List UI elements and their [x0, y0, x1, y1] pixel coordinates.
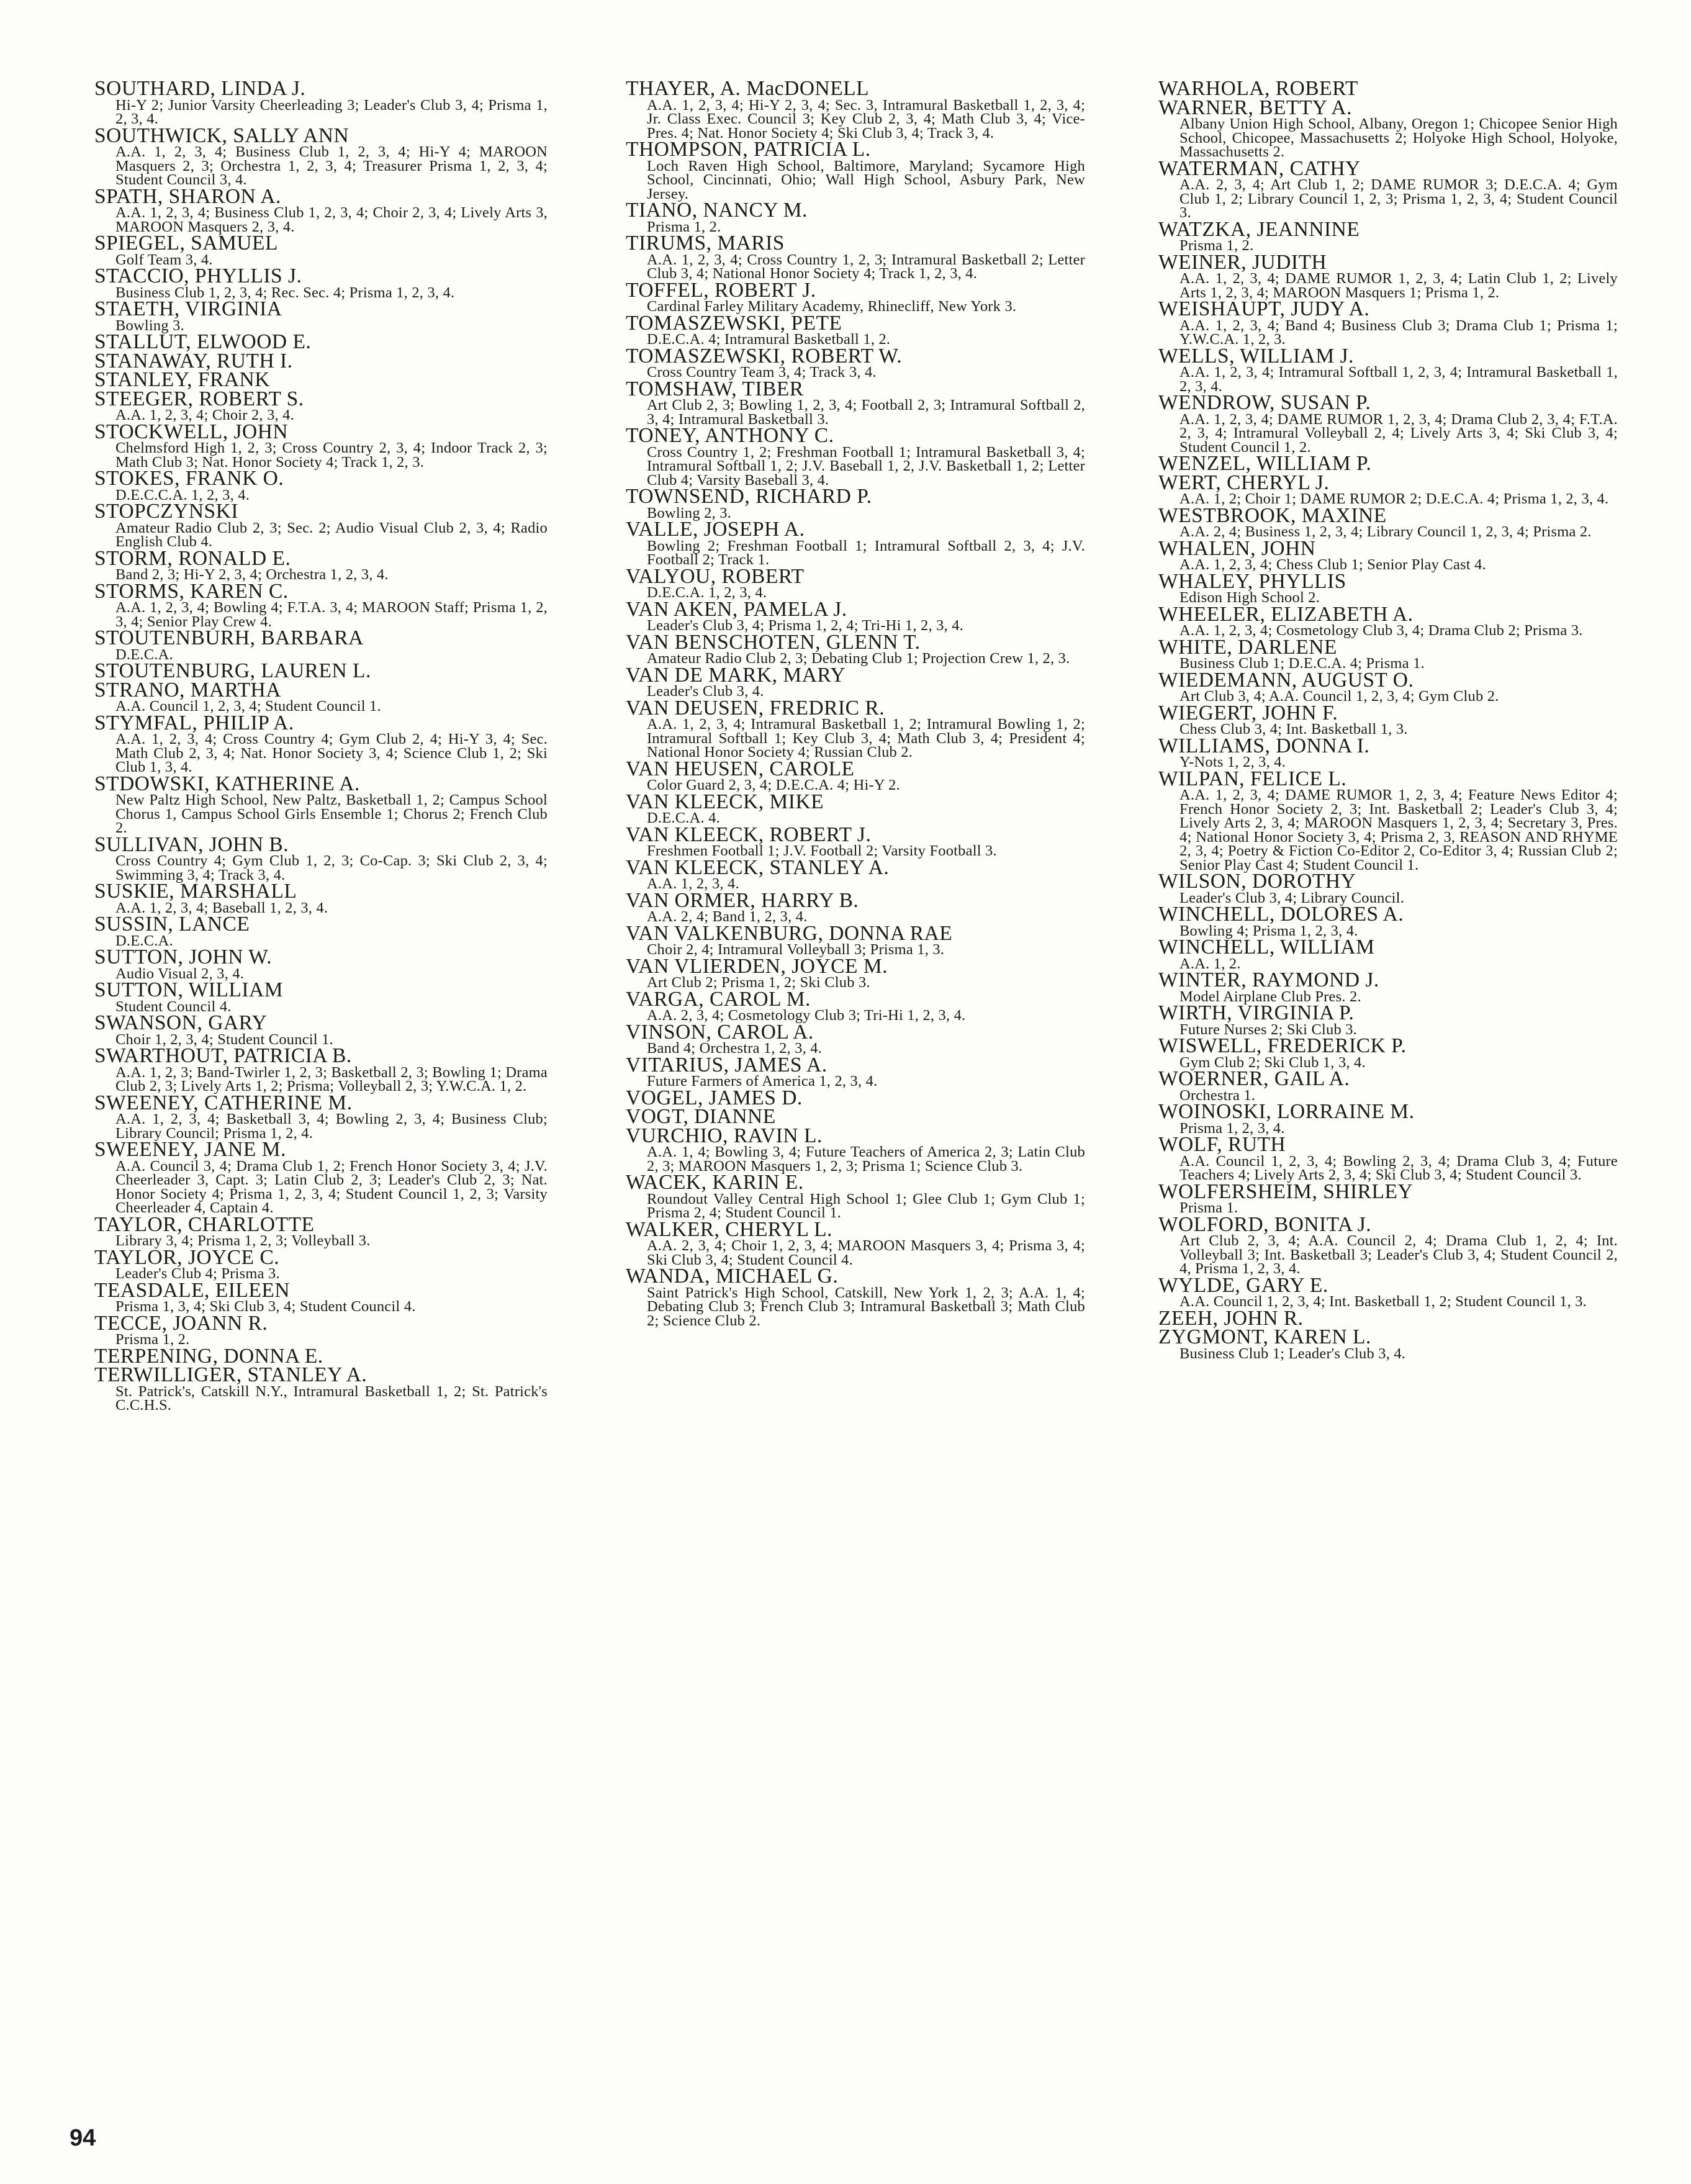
student-entry — [94, 1091, 548, 1142]
student-name: WATZKA, JEANNINE — [1158, 217, 1360, 241]
student-entry — [1158, 156, 1618, 221]
student-entry — [94, 297, 548, 334]
student-name: SOUTHARD, LINDA J. — [94, 77, 306, 100]
student-activities: Leader's Club 4; Prisma 3. — [115, 1265, 280, 1282]
student-name: WINCHELL, WILLIAM — [1158, 936, 1375, 959]
student-entry — [94, 184, 548, 235]
student-name: VAN HEUSEN, CAROLE — [626, 757, 855, 780]
student-name: STOCKWELL, JOHN — [94, 420, 289, 443]
student-entry — [94, 978, 548, 1015]
page-number: 94 — [70, 2125, 96, 2151]
student-name: TOWNSEND, RICHARD P. — [626, 485, 872, 508]
student-name: SPIEGEL, SAMUEL — [94, 232, 278, 255]
student-entry — [626, 344, 1085, 381]
student-entry — [626, 888, 1085, 925]
student-entry — [626, 487, 1085, 520]
student-name: STANAWAY, RUTH I. — [94, 349, 293, 372]
student-name: STACCIO, PHYLLIS J. — [94, 264, 302, 287]
student-name: SWEENEY, CATHERINE M. — [94, 1091, 353, 1114]
student-activities: D.E.C.A. 1, 2, 3, 4. — [647, 584, 767, 601]
student-activities: D.E.C.A. 4; Intramural Basketball 1, 2. — [647, 331, 891, 348]
student-name: WEINER, JUDITH — [1158, 250, 1327, 274]
student-name: THOMPSON, PATRICIA L. — [626, 138, 871, 161]
student-name: WACEK, KARIN E. — [626, 1171, 804, 1194]
student-activities: Prisma 1, 2. — [115, 1331, 190, 1348]
student-entry — [626, 377, 1085, 428]
student-name: TECCE, JOANN R. — [94, 1311, 268, 1335]
student-entry — [1158, 1180, 1618, 1216]
student-name: WOINOSKI, LORRAINE M. — [1158, 1100, 1415, 1123]
student-entry — [1158, 1067, 1618, 1104]
student-name: WISWELL, FREDERICK P. — [1158, 1034, 1407, 1057]
student-entry — [94, 546, 548, 583]
student-activities: Freshmen Football 1; J.V. Football 2; Varsity Football 3. — [647, 842, 997, 859]
student-name: SUTTON, WILLIAM — [94, 978, 284, 1001]
student-entry — [94, 626, 548, 663]
student-activities: Library 3, 4; Prisma 1, 2, 3; Volleyball 3. — [115, 1232, 371, 1249]
student-entry — [626, 987, 1085, 1024]
student-entry — [94, 711, 548, 775]
student-entry — [94, 79, 548, 127]
student-entry — [94, 387, 548, 423]
student-name: WERT, CHERYL J. — [1158, 471, 1330, 494]
student-name: WHITE, DARLENE — [1158, 635, 1337, 659]
student-entry — [94, 1044, 548, 1094]
student-entry — [1158, 344, 1618, 395]
student-activities: Art Club 2; Prisma 1, 2; Ski Club 3. — [647, 974, 870, 991]
student-activities: A.A. 1, 2, 3; Band-Twirler 1, 2, 3; Basketball 2, 3; Bowling 1; Drama Club 2, 3; Lively Arts 1, 2; Prisma; Volleyball 2, 3; Y.W.C.A. 1, 2. — [115, 1063, 548, 1094]
student-name: SOUTHWICK, SALLY ANN — [94, 124, 349, 147]
student-entry — [626, 311, 1085, 348]
student-name: WANDA, MICHAEL G. — [626, 1265, 839, 1288]
student-activities: Prisma 1. — [1179, 1199, 1238, 1216]
student-name: WILSON, DOROTHY — [1158, 870, 1356, 893]
student-name: WOERNER, GAIL A. — [1158, 1067, 1350, 1090]
senior-directory-column-3 — [1158, 79, 1618, 1361]
student-activities: New Paltz High School, New Paltz, Basketball 1, 2; Campus School Chorus 1, Campus School Girls Ensemble 1; Chorus 2; French Club 2. — [115, 792, 548, 836]
student-name: STALLUT, ELWOOD E. — [94, 330, 312, 353]
student-entry — [1158, 1001, 1618, 1038]
student-name: ZEEH, JOHN R. — [1158, 1306, 1304, 1330]
student-name: TONEY, ANTHONY C. — [626, 424, 834, 447]
student-entry — [626, 790, 1085, 826]
student-name: VAN DE MARK, MARY — [626, 663, 846, 687]
student-activities: Bowling 2, 3. — [647, 504, 731, 521]
student-name: VITARIUS, JAMES A. — [626, 1053, 827, 1076]
student-entry — [626, 278, 1085, 315]
student-name: VARGA, CAROL M. — [626, 987, 811, 1011]
student-activities: Prisma 1, 2, 3, 4. — [1179, 1119, 1285, 1137]
student-entry — [1158, 454, 1618, 474]
student-name: TERPENING, DONNA E. — [94, 1344, 323, 1368]
student-entry — [1158, 602, 1618, 639]
student-name: TIANO, NANCY M. — [626, 199, 808, 222]
student-name: STEEGER, ROBERT S. — [94, 387, 304, 410]
student-activities: A.A. 1, 2, 3, 4; Hi-Y 2, 3, 4; Sec. 3, Intramural Basketball 1, 2, 3, 4; Jr. Class Exec. Council 3; Key Club 2, 3, 4; Math Club 3, 4; Vice-Pres. 4; Nat. Honor Society 4; Ski Club 3, 4; Track 3, 4. — [647, 96, 1085, 142]
student-activities: Golf Team 3, 4. — [115, 251, 213, 268]
student-activities: A.A. 1, 2; Choir 1; DAME RUMOR 2; D.E.C.A. 4; Prisma 1, 2, 3, 4. — [1179, 490, 1609, 507]
student-activities: A.A. 1, 2, 3, 4; Intramural Basketball 1, 2; Intramural Bowling 1, 2; Intramural Softball 1; Key Club 3, 4; Math Club 3, 4; President 4; National Honor Society 4; Russian Club 2. — [647, 716, 1085, 760]
student-activities: Albany Union High School, Albany, Oregon 1; Chicopee Senior High School, Chicopee, Massachusetts 2; Holyoke High School, Holyoke, Massachusetts 2. — [1179, 115, 1618, 160]
student-name: VAN VALKENBURG, DONNA RAE — [626, 921, 953, 945]
student-activities: Band 2, 3; Hi-Y 2, 3, 4; Orchestra 1, 2, 3, 4. — [115, 566, 389, 583]
student-entry — [1158, 767, 1618, 873]
student-name: WIEDEMANN, AUGUST O. — [1158, 668, 1414, 692]
student-name: STOUTENBURG, LAUREN L. — [94, 659, 371, 682]
student-entry — [94, 945, 548, 982]
student-entry — [626, 1020, 1085, 1057]
student-entry — [1158, 1034, 1618, 1071]
student-activities: A.A. 1, 2, 3, 4. — [647, 875, 739, 892]
student-name: STOPCZYNSKI — [94, 500, 238, 523]
student-entry — [94, 1140, 548, 1216]
student-name: WINCHELL, DOLORES A. — [1158, 903, 1404, 926]
student-activities: Amateur Radio Club 2, 3; Debating Club 1; Projection Crew 1, 2, 3. — [647, 650, 1070, 667]
student-entry — [1158, 96, 1618, 160]
student-entry — [1158, 250, 1618, 301]
student-entry — [94, 1363, 548, 1414]
student-name: WARNER, BETTY A. — [1158, 96, 1352, 119]
student-name: ZYGMONT, KAREN L. — [1158, 1325, 1371, 1348]
student-activities: Art Club 3, 4; A.A. Council 1, 2, 3, 4; Gym Club 2. — [1179, 688, 1499, 705]
student-activities: A.A. 1, 2, 3, 4; DAME RUMOR 1, 2, 3, 4; Latin Club 1, 2; Lively Arts 1, 2, 3, 4; MAROON Masquers 1; Prisma 1, 2. — [1179, 270, 1618, 301]
student-entry — [94, 915, 548, 948]
student-entry — [1158, 668, 1618, 705]
student-name: WATERMAN, CATHY — [1158, 156, 1361, 180]
student-name: WOLFORD, BONITA J. — [1158, 1212, 1372, 1236]
student-name: TOMASZEWSKI, PETE — [626, 311, 842, 335]
student-entry — [626, 823, 1085, 859]
student-entry — [94, 234, 548, 267]
student-name: STANLEY, FRANK — [94, 368, 270, 391]
student-activities: A.A. Council 1, 2, 3, 4; Student Council 1. — [115, 698, 381, 715]
student-name: WHALEN, JOHN — [1158, 536, 1316, 560]
student-entry — [626, 1173, 1085, 1221]
student-name: WILLIAMS, DONNA I. — [1158, 734, 1370, 757]
student-activities: Prisma 1, 3, 4; Ski Club 3, 4; Student Council 4. — [115, 1298, 416, 1315]
student-activities: Hi-Y 2; Junior Varsity Cheerleading 3; Leader's Club 3, 4; Prisma 1, 2, 3, 4. — [115, 96, 548, 127]
student-activities: Choir 2, 4; Intramural Volleyball 3; Prisma 1, 3. — [647, 941, 945, 958]
student-activities: A.A. 1, 2, 3, 4; Cross Country 4; Gym Club 2, 4; Hi-Y 3, 4; Sec. Math Club 2, 3, 4; Nat. Honor Society 3, 4; Science Club 1, 2; Ski Club 1, 3, 4. — [115, 731, 548, 775]
student-name: VAN ORMER, HARRY B. — [626, 888, 859, 912]
student-name: WOLF, RUTH — [1158, 1133, 1286, 1156]
student-name: WELLS, WILLIAM J. — [1158, 344, 1354, 368]
student-name: TOMASZEWSKI, ROBERT W. — [626, 344, 903, 368]
student-entry — [94, 882, 548, 915]
student-activities: A.A. 1, 2, 3, 4; DAME RUMOR 1, 2, 3, 4; Feature News Editor 4; French Honor Society 2, 3; Int. Basketball 2; Leader's Club 3, 4; Lively Arts 2, 3, 4; MAROON Masquers 1, 2, 3, 4; Secretary 3, Pres. 4; National Honor Society 3, 4; Prisma 2, 3, REASON AND RHYME 2, 3, 4; Poetry & Fiction Co-Editor 2, Co-Editor 3, 4; Russian Club 2; Senior Play Cast 4; Student Council 1. — [1179, 787, 1618, 873]
student-activities: Choir 1, 2, 3, 4; Student Council 1. — [115, 1031, 333, 1048]
student-entry — [626, 696, 1085, 760]
student-name: WENDROW, SUSAN P. — [1158, 391, 1371, 414]
student-entry — [94, 368, 548, 391]
student-activities: Roundout Valley Central High School 1; Glee Club 1; Gym Club 1; Prisma 2, 4; Student Council 1. — [647, 1190, 1085, 1221]
student-name: VAN BENSCHOTEN, GLENN T. — [626, 630, 921, 654]
student-entry — [94, 772, 548, 836]
student-name: VOGT, DIANNE — [626, 1105, 776, 1128]
student-name: WOLFERSHEIM, SHIRLEY — [1158, 1180, 1414, 1203]
student-activities: A.A. 1, 2, 3, 4; Basketball 3, 4; Bowling 2, 3, 4; Business Club; Library Council; Prisma 1, 2, 4. — [115, 1111, 548, 1142]
senior-directory-column-1 — [94, 79, 548, 1413]
student-activities: Cross Country 1, 2; Freshman Football 1; Intramural Basketball 3, 4; Intramural Softball 1, 2; J.V. Baseball 1, 2, J.V. Basketball 1, 2; Letter Club 4; Varsity Baseball 3, 4. — [647, 443, 1085, 489]
student-name: VAN DEUSEN, FREDRIC R. — [626, 696, 885, 720]
student-entry — [94, 264, 548, 301]
student-entry — [626, 757, 1085, 793]
student-activities: A.A. 1, 2, 3, 4; Choir 2, 3, 4. — [115, 407, 294, 423]
student-name: WINTER, RAYMOND J. — [1158, 968, 1379, 991]
student-entry — [94, 1311, 548, 1348]
student-entry — [626, 140, 1085, 201]
student-entry — [1158, 471, 1618, 507]
student-activities: A.A. 1, 2, 3, 4; Band 4; Business Club 3; Drama Club 1; Prisma 1; Y.W.C.A. 1, 2, 3. — [1179, 317, 1618, 348]
student-name: SWARTHOUT, PATRICIA B. — [94, 1044, 352, 1067]
student-entry — [626, 1217, 1085, 1268]
student-entry — [1158, 968, 1618, 1005]
student-entry — [626, 1053, 1085, 1090]
student-activities: A.A. 1, 2, 3, 4; Chess Club 1; Senior Play Cast 4. — [1179, 556, 1486, 573]
student-name: TERWILLIGER, STANLEY A. — [94, 1363, 368, 1386]
student-entry — [626, 201, 1085, 234]
student-activities: Prisma 1, 2. — [1179, 237, 1254, 254]
student-name: WHEELER, ELIZABETH A. — [1158, 602, 1414, 626]
student-name: TIRUMS, MARIS — [626, 232, 785, 255]
student-activities: Cross Country Team 3, 4; Track 3, 4. — [647, 364, 877, 381]
student-activities: D.E.C.A. — [115, 932, 173, 949]
student-entry — [626, 520, 1085, 567]
senior-directory-column-2 — [626, 79, 1085, 1328]
student-name: WEISHAUPT, JUDY A. — [1158, 297, 1370, 320]
student-name: SWANSON, GARY — [94, 1011, 268, 1034]
student-activities: Amateur Radio Club 2, 3; Sec. 2; Audio Visual Club 2, 3, 4; Radio English Club 4. — [115, 519, 548, 550]
student-name: VAN KLEECK, STANLEY A. — [626, 855, 890, 879]
student-activities: Saint Patrick's High School, Catskill, New York 1, 2, 3; A.A. 1, 4; Debating Club 3; French Club 3; Intramural Basketball 3; Math Club 2; Science Club 2. — [647, 1284, 1085, 1329]
student-activities: A.A. 2, 4; Business 1, 2, 3, 4; Library Council 1, 2, 3, 4; Prisma 2. — [1179, 523, 1592, 540]
student-activities: Future Farmers of America 1, 2, 3, 4. — [647, 1073, 878, 1090]
student-activities: Edison High School 2. — [1179, 589, 1320, 606]
student-activities: Gym Club 2; Ski Club 1, 3, 4. — [1179, 1054, 1366, 1071]
student-activities: Future Nurses 2; Ski Club 3. — [1179, 1021, 1357, 1038]
student-name: WILPAN, FELICE L. — [1158, 767, 1347, 790]
student-name: SUSKIE, MARSHALL — [94, 880, 297, 903]
student-entry — [1158, 1212, 1618, 1277]
student-activities: Leader's Club 3, 4; Library Council. — [1179, 889, 1405, 906]
student-activities: A.A. 1, 4; Bowling 3, 4; Future Teachers of America 2, 3; Latin Club 2, 3; MAROON Masquers 1, 2, 3; Prisma 1; Science Club 3. — [647, 1144, 1085, 1175]
student-name: WALKER, CHERYL L. — [626, 1217, 832, 1241]
student-activities: Leader's Club 3, 4. — [647, 683, 764, 700]
student-entry — [626, 855, 1085, 892]
student-name: STOUTENBURH, BARBARA — [94, 626, 364, 649]
student-name: SUTTON, JOHN W. — [94, 945, 273, 968]
student-entry — [626, 597, 1085, 634]
student-entry — [94, 678, 548, 715]
student-entry — [94, 1278, 548, 1315]
student-entry — [1158, 701, 1618, 738]
student-activities: Leader's Club 3, 4; Prisma 1, 2, 4; Tri-Hi 1, 2, 3, 4. — [647, 617, 963, 634]
student-activities: Prisma 1, 2. — [647, 218, 721, 235]
student-name: THAYER, A. MacDONELL — [626, 77, 870, 100]
student-entry — [1158, 872, 1618, 905]
student-entry — [626, 234, 1085, 281]
student-entry — [1158, 938, 1618, 971]
student-entry — [626, 663, 1085, 700]
student-activities: Business Club 1; D.E.C.A. 4; Prisma 1. — [1179, 655, 1425, 672]
student-name: VOGEL, JAMES D. — [626, 1086, 803, 1109]
student-activities: A.A. 1, 2, 3, 4; Business Club 1, 2, 3, 4; Hi-Y 4; MAROON Masquers 2, 3; Orchestra 1, 2, 3, 4; Treasurer Prisma 1, 2, 3, 4; Student Council 3, 4. — [115, 143, 548, 188]
student-name: WENZEL, WILLIAM P. — [1158, 452, 1372, 475]
student-activities: Business Club 1, 2, 3, 4; Rec. Sec. 4; Prisma 1, 2, 3, 4. — [115, 284, 455, 301]
student-entry — [1158, 503, 1618, 540]
student-activities: A.A. 2, 4; Band 1, 2, 3, 4. — [647, 908, 808, 925]
student-entry — [94, 833, 548, 883]
student-activities: A.A. 1, 2, 3, 4; Cross Country 1, 2, 3; Intramural Basketball 2; Letter Club 3, 4; National Honor Society 4; Track 1, 2, 3, 4. — [647, 251, 1085, 282]
student-name: TOFFEL, ROBERT J. — [626, 278, 816, 302]
student-entry — [626, 79, 1085, 140]
student-activities: A.A. 1, 2, 3, 4; Baseball 1, 2, 3, 4. — [115, 899, 328, 916]
student-activities: A.A. 1, 2, 3, 4; Bowling 4; F.T.A. 3, 4; MAROON Staff; Prisma 1, 2, 3, 4; Senior Play Crew 4. — [115, 599, 548, 630]
student-activities: A.A. 2, 3, 4; Choir 1, 2, 3, 4; MAROON Masquers 3, 4; Prisma 3, 4; Ski Club 3, 4; Student Council 4. — [647, 1237, 1085, 1268]
student-entry — [94, 469, 548, 502]
student-name: VINSON, CAROL A. — [626, 1020, 814, 1044]
student-name: TEASDALE, EILEEN — [94, 1278, 291, 1302]
student-activities: A.A. Council 1, 2, 3, 4; Bowling 2, 3, 4; Drama Club 3, 4; Future Teachers 4; Lively Arts 2, 3, 4; Ski Club 3, 4; Student Council 3. — [1179, 1152, 1618, 1183]
student-entry — [94, 579, 548, 630]
student-name: STORMS, KAREN C. — [94, 579, 289, 603]
student-activities: A.A. 2, 3, 4; Cosmetology Club 3; Tri-Hi 1, 2, 3, 4. — [647, 1007, 966, 1024]
student-entry — [626, 954, 1085, 991]
student-name: WHALEY, PHYLLIS — [1158, 569, 1346, 593]
student-activities: St. Patrick's, Catskill N.Y., Intramural Basketball 1, 2; St. Patrick's C.C.H.S. — [115, 1383, 548, 1414]
student-activities: Y-Nots 1, 2, 3, 4. — [1179, 754, 1286, 770]
student-name: VAN VLIERDEN, JOYCE M. — [626, 954, 888, 978]
student-activities: Bowling 4; Prisma 1, 2, 3, 4. — [1179, 922, 1358, 939]
student-name: VAN KLEECK, ROBERT J. — [626, 823, 872, 846]
student-name: WARHOLA, ROBERT — [1158, 77, 1358, 100]
student-activities: Chess Club 3, 4; Int. Basketball 1, 3. — [1179, 721, 1408, 738]
student-entry — [94, 502, 548, 549]
student-entry — [626, 1124, 1085, 1175]
student-name: TAYLOR, CHARLOTTE — [94, 1212, 315, 1236]
student-activities: D.E.C.A. — [115, 646, 173, 663]
student-name: WYLDE, GARY E. — [1158, 1273, 1328, 1297]
student-activities: Bowling 2; Freshman Football 1; Intramural Softball 2, 3, 4; J.V. Football 2; Track 1. — [647, 537, 1085, 568]
student-entry — [94, 420, 548, 471]
student-activities: Student Council 4. — [115, 998, 232, 1015]
student-activities: Cardinal Farley Military Academy, Rhinecliff, New York 3. — [647, 298, 1017, 315]
student-entry — [626, 921, 1085, 958]
student-entry — [626, 426, 1085, 487]
student-name: TAYLOR, JOYCE C. — [94, 1245, 280, 1269]
student-entry — [1158, 635, 1618, 672]
student-name: STORM, RONALD E. — [94, 546, 291, 570]
student-activities: A.A. 1, 2, 3, 4; Business Club 1, 2, 3, 4; Choir 2, 3, 4; Lively Arts 3, MAROON Masquers 2, 3, 4. — [115, 204, 548, 235]
student-name: STOKES, FRANK O. — [94, 467, 284, 490]
student-entry — [94, 1212, 548, 1249]
student-entry — [94, 659, 548, 682]
student-name: WESTBROOK, MAXINE — [1158, 503, 1387, 527]
student-activities: Business Club 1; Leader's Club 3, 4. — [1179, 1345, 1406, 1362]
student-activities: Audio Visual 2, 3, 4. — [115, 965, 245, 982]
student-name: VURCHIO, RAVIN L. — [626, 1124, 823, 1147]
student-name: STDOWSKI, KATHERINE A. — [94, 772, 360, 795]
student-entry — [94, 1011, 548, 1048]
student-entry — [1158, 217, 1618, 254]
student-activities: Band 4; Orchestra 1, 2, 3, 4. — [647, 1040, 823, 1057]
student-activities: Bowling 3. — [115, 317, 184, 334]
student-name: TOMSHAW, TIBER — [626, 377, 804, 400]
student-entry — [1158, 1325, 1618, 1362]
student-entry — [626, 630, 1085, 667]
student-name: VALYOU, ROBERT — [626, 564, 805, 588]
student-activities: Cross Country 4; Gym Club 1, 2, 3; Co-Cap. 3; Ski Club 2, 3, 4; Swimming 3, 4; Track 3, 4. — [115, 852, 548, 883]
student-name: STAETH, VIRGINIA — [94, 297, 282, 320]
student-name: STYMFAL, PHILIP A. — [94, 711, 294, 734]
student-activities: Color Guard 2, 3, 4; D.E.C.A. 4; Hi-Y 2. — [647, 777, 900, 793]
student-activities: A.A. 2, 3, 4; Art Club 1, 2; DAME RUMOR 3; D.E.C.A. 4; Gym Club 1, 2; Library Council 1, 2, 3; Prisma 1, 2, 3, 4; Student Council 3. — [1179, 176, 1618, 221]
student-entry — [1158, 79, 1618, 99]
student-activities: A.A. Council 1, 2, 3, 4; Int. Basketball 1, 2; Student Council 1, 3. — [1179, 1293, 1587, 1310]
student-entry — [94, 124, 548, 188]
student-activities: D.E.C.A. 4. — [647, 810, 720, 826]
student-name: SUSSIN, LANCE — [94, 913, 250, 936]
student-entry — [94, 330, 548, 353]
student-activities: A.A. 1, 2. — [1179, 955, 1241, 972]
student-entry — [626, 1105, 1085, 1128]
student-activities: Orchestra 1. — [1179, 1086, 1256, 1104]
student-entry — [1158, 569, 1618, 606]
student-activities: A.A. Council 3, 4; Drama Club 1, 2; French Honor Society 3, 4; J.V. Cheerleader 3, Capt. 3; Latin Club 2, 3; Leader's Club 2, 3; Nat. Honor Society 4; Prisma 1, 2, 3, 4; Student Council 1, 2, 3; Varsity Cheerleader 4, Captain 4. — [115, 1157, 548, 1216]
student-entry — [1158, 536, 1618, 573]
student-name: WIRTH, VIRGINIA P. — [1158, 1001, 1355, 1024]
student-activities: Art Club 2, 3; Bowling 1, 2, 3, 4; Football 2, 3; Intramural Softball 2, 3, 4; Intramural Basketball 3. — [647, 397, 1085, 428]
student-name: SULLIVAN, JOHN B. — [94, 833, 289, 856]
student-activities: A.A. 1, 2, 3, 4; DAME RUMOR 1, 2, 3, 4; Drama Club 2, 3, 4; F.T.A. 2, 3, 4; Intramural Volleyball 2, 4; Lively Arts 3, 4; Ski Club 3, 4; Student Council 1, 2. — [1179, 410, 1618, 456]
student-activities: Loch Raven High School, Baltimore, Maryland; Sycamore High School, Cincinnati, Ohio; Wall High School, Asbury Park, New Jersey. — [647, 157, 1085, 202]
student-name: SWEENEY, JANE M. — [94, 1138, 286, 1161]
student-activities: Art Club 2, 3, 4; A.A. Council 2, 4; Drama Club 1, 2, 4; Int. Volleyball 3; Int. Basketball 3; Leader's Club 3, 4; Student Council 2, 4, Prisma 1, 2, 3, 4. — [1179, 1232, 1618, 1277]
student-name: VAN AKEN, PAMELA J. — [626, 597, 847, 621]
student-entry — [1158, 734, 1618, 770]
student-entry — [94, 1245, 548, 1282]
student-activities: A.A. 1, 2, 3, 4; Intramural Softball 1, 2, 3, 4; Intramural Basketball 1, 2, 3, 4. — [1179, 364, 1618, 395]
student-entry — [1158, 297, 1618, 348]
student-entry — [1158, 391, 1618, 456]
student-entry — [1158, 1273, 1618, 1310]
student-entry — [1158, 1135, 1618, 1183]
student-name: SPATH, SHARON A. — [94, 184, 281, 208]
student-entry — [626, 564, 1085, 601]
student-name: STRANO, MARTHA — [94, 678, 281, 702]
student-entry — [1158, 1100, 1618, 1137]
student-name: WIEGERT, JOHN F. — [1158, 701, 1338, 724]
student-activities: Model Airplane Club Pres. 2. — [1179, 988, 1361, 1005]
student-entry — [1158, 905, 1618, 938]
student-activities: D.E.C.C.A. 1, 2, 3, 4. — [115, 486, 250, 503]
student-activities: Chelmsford High 1, 2, 3; Cross Country 2, 3, 4; Indoor Track 2, 3; Math Club 3; Nat. Honor Society 4; Track 1, 2, 3. — [115, 440, 548, 471]
student-name: VALLE, JOSEPH A. — [626, 518, 805, 541]
student-entry — [626, 1267, 1085, 1328]
student-activities: A.A. 1, 2, 3, 4; Cosmetology Club 3, 4; Drama Club 2; Prisma 3. — [1179, 622, 1583, 639]
student-name: VAN KLEECK, MIKE — [626, 790, 824, 813]
